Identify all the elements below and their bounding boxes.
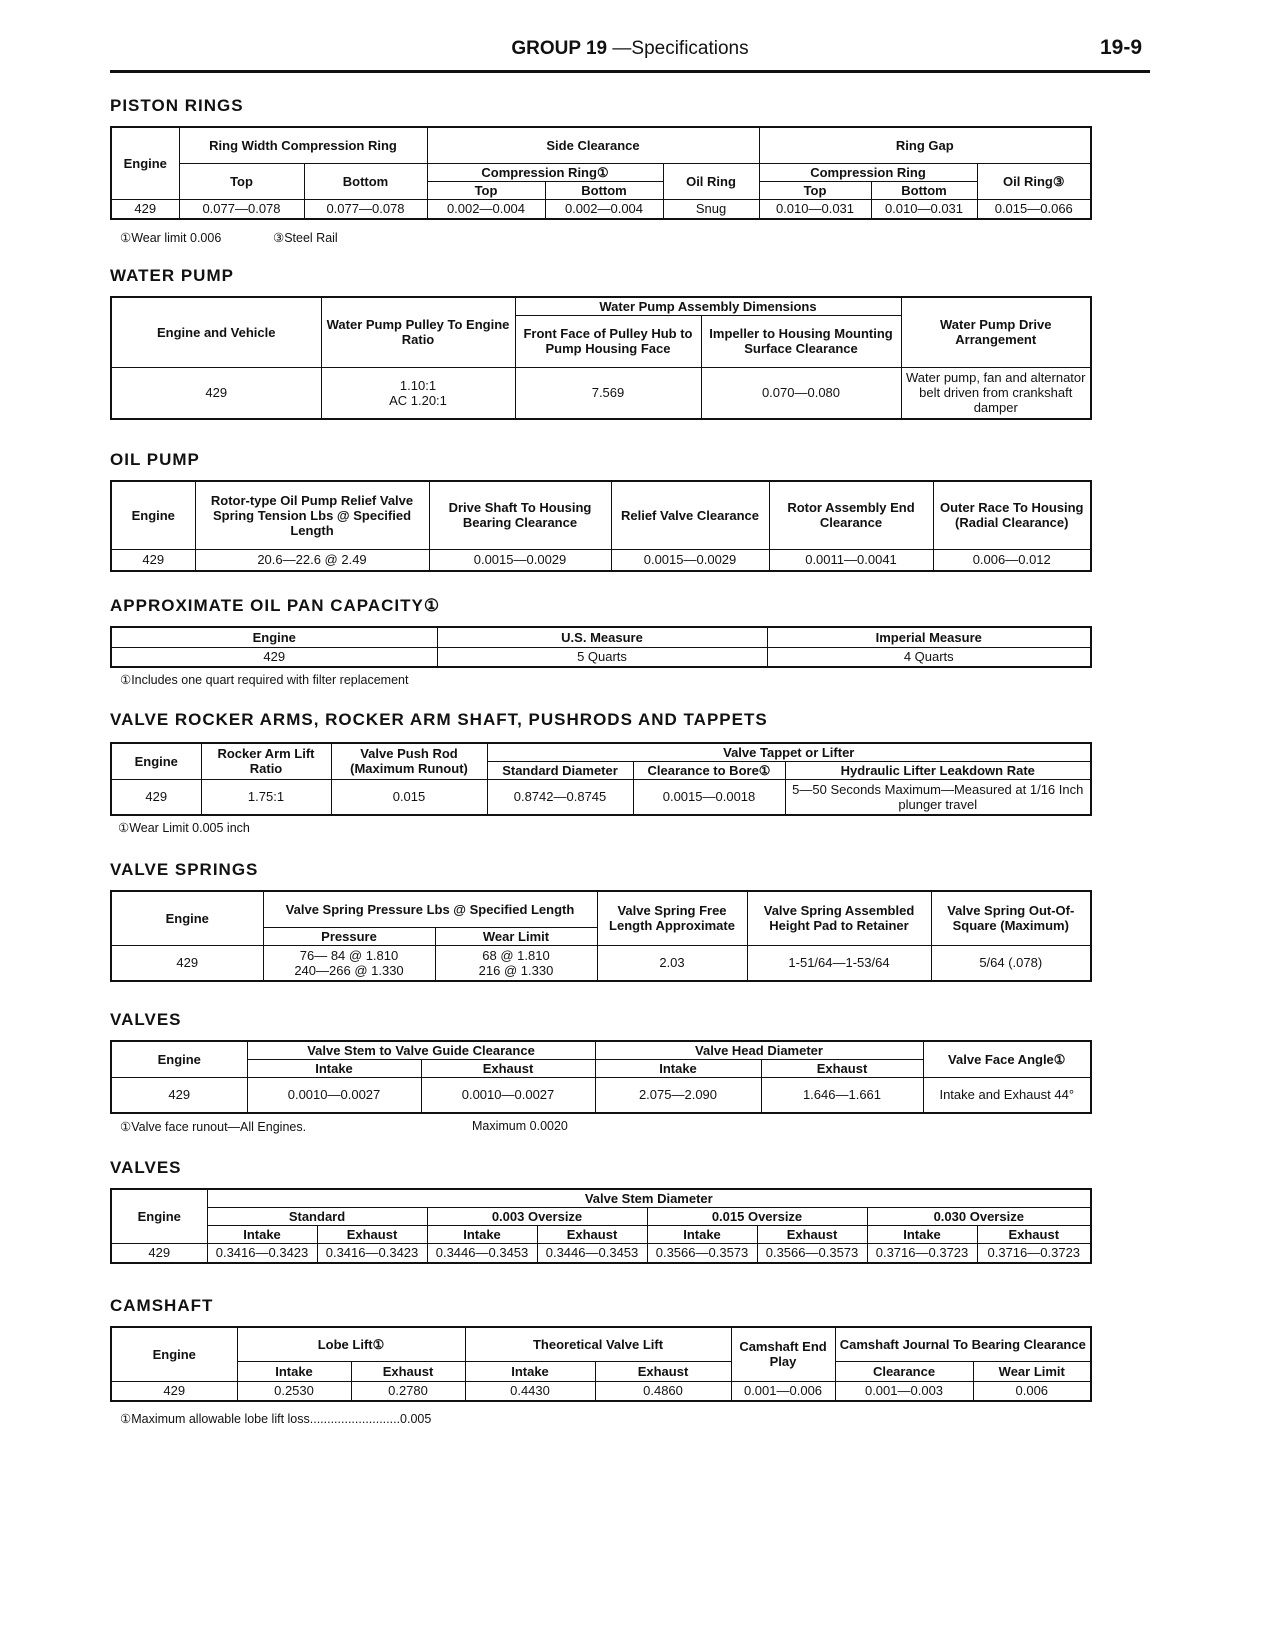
cell: 429 bbox=[111, 1077, 247, 1113]
header-exhaust: Exhaust bbox=[317, 1225, 427, 1243]
header-side-top: Top bbox=[427, 181, 545, 199]
header-rotor-end: Rotor Assembly End Clearance bbox=[769, 481, 933, 549]
valves-clearance-table bbox=[110, 1040, 1092, 1114]
rocker-note: ①Wear Limit 0.005 inch bbox=[118, 821, 250, 835]
header-impeller: Impeller to Housing Mounting Surface Clearance bbox=[701, 315, 901, 367]
table-row bbox=[111, 779, 1091, 815]
header-head-intake: Intake bbox=[595, 1059, 761, 1077]
camshaft-note: ①Maximum allowable lobe lift loss..........................0.005 bbox=[120, 1412, 432, 1426]
header-stem-dia: Valve Stem Diameter bbox=[207, 1189, 1091, 1207]
water-pump-title: WATER PUMP bbox=[110, 266, 234, 285]
camshaft-title: CAMSHAFT bbox=[110, 1296, 214, 1315]
header-exhaust: Exhaust bbox=[537, 1225, 647, 1243]
header-exhaust: Exhaust bbox=[351, 1361, 465, 1381]
pressure-2: 240—266 @ 1.330 bbox=[294, 962, 404, 978]
cell: 7.569 bbox=[515, 367, 701, 419]
header-head-exhaust: Exhaust bbox=[761, 1059, 923, 1077]
header-intake: Intake bbox=[465, 1361, 595, 1381]
header-intake: Intake bbox=[867, 1225, 977, 1243]
cell: 0.3716—0.3723 bbox=[867, 1243, 977, 1263]
header-assembled: Valve Spring Assembled Height Pad to Retainer bbox=[747, 891, 931, 945]
cell: 5/64 (.078) bbox=[931, 945, 1091, 981]
header-imperial: Imperial Measure bbox=[767, 627, 1091, 647]
header-top: Top bbox=[179, 163, 304, 199]
header-std-dia: Standard Diameter bbox=[487, 761, 633, 779]
header-engine: Engine bbox=[111, 1041, 247, 1077]
cell: Water pump, fan and alternator belt driven from crankshaft damper bbox=[901, 367, 1091, 419]
cell: 2.03 bbox=[597, 945, 747, 981]
header-engine: Engine bbox=[111, 891, 263, 945]
cell: 0.8742—0.8745 bbox=[487, 779, 633, 815]
cell: 0.3446—0.3453 bbox=[537, 1243, 647, 1263]
header-end-play: Camshaft End Play bbox=[731, 1327, 835, 1381]
header-intake: Intake bbox=[647, 1225, 757, 1243]
valves-stem-table bbox=[110, 1188, 1092, 1264]
title-separator: — bbox=[612, 38, 632, 59]
header-engine: Engine bbox=[111, 627, 437, 647]
header-exhaust: Exhaust bbox=[757, 1225, 867, 1243]
header-030-oversize: 0.030 Oversize bbox=[867, 1207, 1091, 1225]
header-intake: Intake bbox=[247, 1059, 421, 1077]
header-standard: Standard bbox=[207, 1207, 427, 1225]
cell: 429 bbox=[111, 1243, 207, 1263]
page-title bbox=[110, 38, 1150, 60]
header-side-bottom: Bottom bbox=[545, 181, 663, 199]
cell: 0.4860 bbox=[595, 1381, 731, 1401]
valves-title: VALVES bbox=[110, 1010, 182, 1029]
valve-springs-table bbox=[110, 890, 1092, 982]
piston-rings-title: PISTON RINGS bbox=[110, 96, 244, 115]
cell: 0.002—0.004 bbox=[427, 199, 545, 219]
valve-springs-title: VALVE SPRINGS bbox=[110, 860, 259, 879]
header-engine: Engine bbox=[111, 127, 179, 199]
cell: 429 bbox=[111, 779, 201, 815]
table-row bbox=[111, 1243, 1091, 1263]
valves-stem-title: VALVES bbox=[110, 1158, 182, 1177]
cell: 0.0015—0.0018 bbox=[633, 779, 785, 815]
header-side-clearance: Side Clearance bbox=[427, 127, 759, 163]
header-gap-bottom: Bottom bbox=[871, 181, 977, 199]
cell: 0.3566—0.3573 bbox=[757, 1243, 867, 1263]
cell: 5—50 Seconds Maximum—Measured at 1/16 Inch plunger travel bbox=[785, 779, 1091, 815]
table-row bbox=[111, 1381, 1091, 1401]
cell: 0.3566—0.3573 bbox=[647, 1243, 757, 1263]
cell: 0.010—0.031 bbox=[759, 199, 871, 219]
table-row bbox=[111, 549, 1091, 571]
header-exhaust: Exhaust bbox=[977, 1225, 1091, 1243]
header-theoretical: Theoretical Valve Lift bbox=[465, 1327, 731, 1361]
header-head-dia: Valve Head Diameter bbox=[595, 1041, 923, 1059]
header-gap-compression-ring: Compression Ring bbox=[759, 163, 977, 181]
header-ratio: Rocker Arm Lift Ratio bbox=[201, 743, 331, 779]
cell: 0.2780 bbox=[351, 1381, 465, 1401]
cell: 20.6—22.6 @ 2.49 bbox=[195, 549, 429, 571]
header-exhaust: Exhaust bbox=[421, 1059, 595, 1077]
table-row bbox=[111, 367, 1091, 419]
oil-pan-table bbox=[110, 626, 1092, 668]
cell: 429 bbox=[111, 199, 179, 219]
cell: 429 bbox=[111, 1381, 237, 1401]
cell-pressure bbox=[263, 945, 435, 981]
cell: 5 Quarts bbox=[437, 647, 767, 667]
header-compression-ring: Compression Ring① bbox=[427, 163, 663, 181]
water-pump-table bbox=[110, 296, 1092, 420]
header-drive-shaft: Drive Shaft To Housing Bearing Clearance bbox=[429, 481, 611, 549]
header-pressure-group: Valve Spring Pressure Lbs @ Specified Length bbox=[263, 891, 597, 927]
cell: 0.3446—0.3453 bbox=[427, 1243, 537, 1263]
table-row bbox=[111, 945, 1091, 981]
table-row bbox=[111, 1077, 1091, 1113]
header-lobe-lift: Lobe Lift① bbox=[237, 1327, 465, 1361]
cell-wear bbox=[435, 945, 597, 981]
header-intake: Intake bbox=[427, 1225, 537, 1243]
cell: 0.0011—0.0041 bbox=[769, 549, 933, 571]
piston-rings-note-2: ③Steel Rail bbox=[273, 231, 338, 245]
header-drive: Water Pump Drive Arrangement bbox=[901, 297, 1091, 367]
subtitle: Specifications bbox=[631, 38, 749, 59]
cell: 0.015 bbox=[331, 779, 487, 815]
cell: 1-51/64—1-53/64 bbox=[747, 945, 931, 981]
cell: 0.070—0.080 bbox=[701, 367, 901, 419]
cell: Snug bbox=[663, 199, 759, 219]
cell: 0.3416—0.3423 bbox=[317, 1243, 427, 1263]
header-pulley-ratio: Water Pump Pulley To Engine Ratio bbox=[321, 297, 515, 367]
header-engine: Engine bbox=[111, 743, 201, 779]
header-003-oversize: 0.003 Oversize bbox=[427, 1207, 647, 1225]
pressure-1: 76— 84 @ 1.810 bbox=[299, 947, 399, 963]
camshaft-table bbox=[110, 1326, 1092, 1402]
oil-pan-note: ①Includes one quart required with filter replacement bbox=[120, 673, 409, 687]
cell: 0.3716—0.3723 bbox=[977, 1243, 1091, 1263]
header-clearance: Clearance bbox=[835, 1361, 973, 1381]
cell: 0.2530 bbox=[237, 1381, 351, 1401]
header-pushrod: Valve Push Rod (Maximum Runout) bbox=[331, 743, 487, 779]
cell: 0.002—0.004 bbox=[545, 199, 663, 219]
header-wear-limit: Wear Limit bbox=[973, 1361, 1091, 1381]
cell: 0.010—0.031 bbox=[871, 199, 977, 219]
header-oil-ring: Oil Ring bbox=[663, 163, 759, 199]
piston-rings-table bbox=[110, 126, 1092, 220]
header-pressure: Pressure bbox=[263, 927, 435, 945]
header-journal: Camshaft Journal To Bearing Clearance bbox=[835, 1327, 1091, 1361]
cell: 0.015—0.066 bbox=[977, 199, 1091, 219]
cell: 0.077—0.078 bbox=[179, 199, 304, 219]
header-assembly-dims: Water Pump Assembly Dimensions bbox=[515, 297, 901, 315]
header-tappet: Valve Tappet or Lifter bbox=[487, 743, 1091, 761]
rocker-table bbox=[110, 742, 1092, 816]
header-engine: Engine bbox=[111, 1327, 237, 1381]
header-relief: Relief Valve Clearance bbox=[611, 481, 769, 549]
header-us-measure: U.S. Measure bbox=[437, 627, 767, 647]
cell: 0.0010—0.0027 bbox=[421, 1077, 595, 1113]
cell: 0.001—0.003 bbox=[835, 1381, 973, 1401]
header-engine-vehicle: Engine and Vehicle bbox=[111, 297, 321, 367]
cell: 0.3416—0.3423 bbox=[207, 1243, 317, 1263]
piston-rings-note-1: ①Wear limit 0.006 bbox=[120, 231, 222, 245]
header-rotor: Rotor-type Oil Pump Relief Valve Spring Tension Lbs @ Specified Length bbox=[195, 481, 429, 549]
cell: 429 bbox=[111, 367, 321, 419]
header-outer-race: Outer Race To Housing (Radial Clearance) bbox=[933, 481, 1091, 549]
header-front-face: Front Face of Pulley Hub to Pump Housing Face bbox=[515, 315, 701, 367]
header-015-oversize: 0.015 Oversize bbox=[647, 1207, 867, 1225]
cell-ratio bbox=[321, 367, 515, 419]
header-stem-guide: Valve Stem to Valve Guide Clearance bbox=[247, 1041, 595, 1059]
cell: 429 bbox=[111, 945, 263, 981]
cell: 429 bbox=[111, 549, 195, 571]
ratio-2: AC 1.20:1 bbox=[389, 392, 447, 408]
cell: 0.0015—0.0029 bbox=[429, 549, 611, 571]
header-bottom: Bottom bbox=[304, 163, 427, 199]
cell: 0.0010—0.0027 bbox=[247, 1077, 421, 1113]
header-intake: Intake bbox=[237, 1361, 351, 1381]
ratio-1: 1.10:1 bbox=[399, 377, 437, 393]
header-face-angle: Valve Face Angle① bbox=[923, 1041, 1091, 1077]
header-exhaust: Exhaust bbox=[595, 1361, 731, 1381]
cell: 1.646—1.661 bbox=[761, 1077, 923, 1113]
group-label: GROUP 19 bbox=[511, 38, 608, 59]
oil-pump-title: OIL PUMP bbox=[110, 450, 200, 469]
wear-1: 68 @ 1.810 bbox=[482, 947, 550, 963]
header-intake: Intake bbox=[207, 1225, 317, 1243]
header-wear-limit: Wear Limit bbox=[435, 927, 597, 945]
cell: 0.006 bbox=[973, 1381, 1091, 1401]
valves-note-1: ①Valve face runout—All Engines. bbox=[120, 1120, 307, 1134]
cell: 1.75:1 bbox=[201, 779, 331, 815]
page-header bbox=[110, 30, 1150, 73]
header-engine: Engine bbox=[111, 1189, 207, 1243]
header-gap-oil-ring: Oil Ring③ bbox=[977, 163, 1091, 199]
header-leakdown: Hydraulic Lifter Leakdown Rate bbox=[785, 761, 1091, 779]
valves-note-2: Maximum 0.0020 bbox=[472, 1119, 568, 1133]
header-gap-top: Top bbox=[759, 181, 871, 199]
cell: Intake and Exhaust 44° bbox=[923, 1077, 1091, 1113]
header-ring-width: Ring Width Compression Ring bbox=[179, 127, 427, 163]
page-number: 19-9 bbox=[1099, 36, 1142, 59]
header-clear-bore: Clearance to Bore① bbox=[633, 761, 785, 779]
cell: 0.4430 bbox=[465, 1381, 595, 1401]
wear-2: 216 @ 1.330 bbox=[478, 962, 554, 978]
table-row bbox=[111, 199, 1091, 219]
cell: 0.0015—0.0029 bbox=[611, 549, 769, 571]
header-out-of-square: Valve Spring Out-Of-Square (Maximum) bbox=[931, 891, 1091, 945]
cell: 0.006—0.012 bbox=[933, 549, 1091, 571]
cell: 429 bbox=[111, 647, 437, 667]
header-engine: Engine bbox=[111, 481, 195, 549]
cell: 0.001—0.006 bbox=[731, 1381, 835, 1401]
oil-pan-title: APPROXIMATE OIL PAN CAPACITY① bbox=[110, 596, 441, 615]
table-row bbox=[111, 647, 1091, 667]
cell: 4 Quarts bbox=[767, 647, 1091, 667]
oil-pump-table bbox=[110, 480, 1092, 572]
cell: 0.077—0.078 bbox=[304, 199, 427, 219]
header-ring-gap: Ring Gap bbox=[759, 127, 1091, 163]
header-free-length: Valve Spring Free Length Approximate bbox=[597, 891, 747, 945]
cell: 2.075—2.090 bbox=[595, 1077, 761, 1113]
rocker-title: VALVE ROCKER ARMS, ROCKER ARM SHAFT, PUSHRODS AND TAPPETS bbox=[110, 710, 768, 729]
